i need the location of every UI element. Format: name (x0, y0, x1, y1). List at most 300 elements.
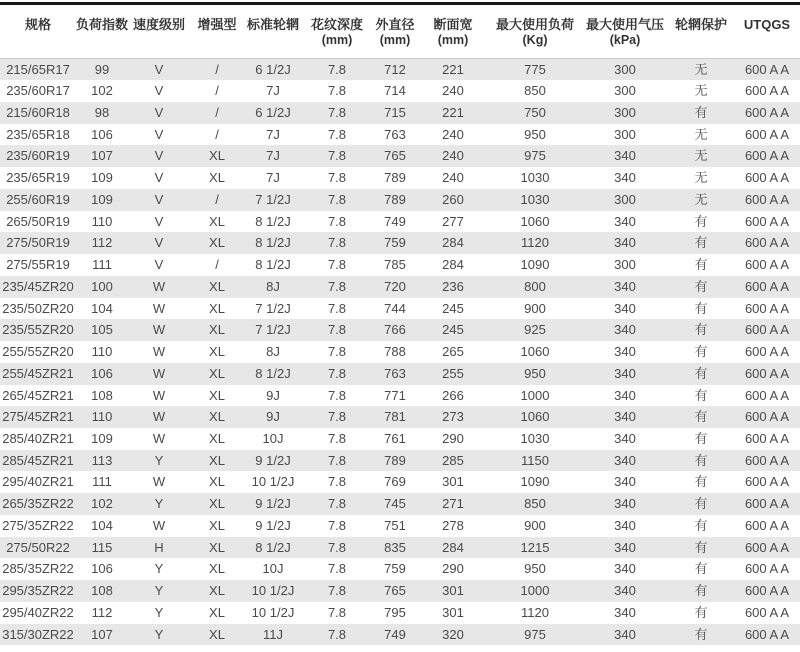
table-row (0, 493, 800, 515)
table-row (0, 189, 800, 211)
cell-utqgs: 600 A A (744, 170, 790, 186)
cell-rim-protection: 无 (694, 191, 708, 207)
cell-max-load: 950 (524, 561, 546, 577)
cell-section-width: 245 (442, 300, 464, 316)
table-row (0, 580, 800, 602)
cell-utqgs: 600 A A (744, 322, 790, 338)
cell-utqgs: 600 A A (744, 83, 790, 99)
cell-rim-protection: 有 (694, 213, 708, 229)
cell-tread-depth: 7.8 (327, 344, 347, 360)
cell-section-width: 284 (442, 539, 464, 555)
cell-outer-diameter: 715 (384, 104, 406, 120)
cell-load-index: 98 (94, 104, 110, 120)
cell-standard-rim: 11J (263, 626, 283, 642)
cell-rim-protection: 有 (694, 257, 708, 273)
cell-outer-diameter: 761 (384, 430, 406, 446)
cell-speed-rating: V (154, 104, 164, 120)
table-row (0, 428, 800, 450)
cell-spec: 255/55ZR20 (2, 344, 74, 360)
cell-outer-diameter: 751 (384, 517, 406, 533)
cell-speed-rating: W (152, 344, 166, 360)
cell-tread-depth: 7.8 (327, 148, 347, 164)
cell-max-load: 1060 (520, 409, 550, 425)
cell-spec: 275/50R22 (6, 539, 70, 555)
cell-reinforced: XL (209, 300, 225, 316)
cell-max-load: 1060 (520, 213, 550, 229)
cell-utqgs: 600 A A (744, 235, 790, 251)
cell-section-width: 221 (442, 104, 464, 120)
cell-section-width: 265 (442, 344, 464, 360)
column-header-label: 断面宽 (433, 17, 473, 32)
column-header-speed-rating (128, 5, 190, 58)
cell-reinforced: XL (209, 474, 225, 490)
column-header-unit: (mm) (379, 33, 411, 47)
cell-spec: 235/60R17 (6, 83, 70, 99)
cell-outer-diameter: 763 (384, 365, 406, 381)
cell-load-index: 115 (91, 539, 113, 555)
cell-max-pressure: 340 (614, 561, 636, 577)
column-header-unit: (mm) (321, 33, 353, 47)
cell-spec: 285/40ZR21 (2, 430, 74, 446)
column-header-max-load (488, 5, 582, 58)
cell-outer-diameter: 763 (384, 126, 406, 142)
cell-tread-depth: 7.8 (327, 583, 347, 599)
column-header-spec (0, 5, 76, 58)
table-row (0, 471, 800, 493)
cell-outer-diameter: 765 (384, 148, 406, 164)
cell-reinforced: XL (209, 539, 225, 555)
table-row (0, 450, 800, 472)
cell-spec: 285/35ZR22 (2, 561, 74, 577)
column-header-reinforced (190, 5, 244, 58)
cell-section-width: 301 (442, 474, 464, 490)
cell-utqgs: 600 A A (744, 517, 790, 533)
cell-max-load: 1150 (521, 452, 549, 468)
cell-rim-protection: 有 (694, 387, 708, 403)
cell-utqgs: 600 A A (744, 300, 790, 316)
column-header-label: 标准轮辋 (246, 17, 299, 32)
cell-section-width: 240 (442, 83, 464, 99)
cell-standard-rim: 7J (266, 126, 280, 142)
cell-spec: 275/45ZR21 (2, 409, 74, 425)
cell-spec: 265/50R19 (6, 213, 70, 229)
table-row (0, 515, 800, 537)
cell-section-width: 240 (442, 126, 464, 142)
cell-section-width: 290 (442, 561, 464, 577)
cell-rim-protection: 有 (694, 430, 708, 446)
cell-section-width: 278 (442, 517, 464, 533)
cell-rim-protection: 有 (694, 409, 708, 425)
cell-tread-depth: 7.8 (327, 387, 347, 403)
cell-speed-rating: V (154, 170, 164, 186)
cell-section-width: 221 (442, 61, 464, 77)
cell-section-width: 301 (442, 604, 464, 620)
cell-tread-depth: 7.8 (327, 517, 347, 533)
cell-reinforced: XL (209, 365, 225, 381)
cell-reinforced: XL (209, 344, 225, 360)
cell-reinforced: XL (209, 626, 225, 642)
cell-standard-rim: 10J (262, 561, 284, 577)
cell-load-index: 102 (91, 496, 113, 512)
cell-rim-protection: 无 (694, 83, 708, 99)
cell-speed-rating: V (154, 257, 164, 273)
column-header-label: UTQGS (743, 17, 791, 32)
cell-rim-protection: 有 (694, 300, 708, 316)
cell-max-load: 1030 (520, 170, 550, 186)
cell-tread-depth: 7.8 (327, 278, 347, 294)
cell-spec: 215/60R18 (6, 104, 70, 120)
table-row (0, 145, 800, 167)
cell-rim-protection: 无 (694, 126, 708, 142)
cell-load-index: 99 (94, 61, 110, 77)
cell-outer-diameter: 712 (384, 61, 406, 77)
cell-load-index: 104 (91, 300, 113, 316)
cell-max-load: 800 (524, 278, 546, 294)
cell-speed-rating: Y (154, 583, 164, 599)
cell-spec: 265/45ZR21 (2, 387, 74, 403)
column-header-label: 速度级别 (132, 17, 185, 32)
cell-speed-rating: V (154, 126, 164, 142)
cell-utqgs: 600 A A (744, 344, 790, 360)
table-row (0, 58, 800, 80)
cell-reinforced: / (215, 104, 219, 120)
cell-standard-rim: 8J (266, 278, 280, 294)
cell-speed-rating: V (154, 213, 164, 229)
cell-rim-protection: 有 (694, 365, 708, 381)
cell-rim-protection: 有 (694, 474, 708, 490)
cell-outer-diameter: 749 (384, 213, 406, 229)
cell-max-load: 1030 (520, 430, 550, 446)
column-header-unit: (kPa) (609, 33, 641, 47)
cell-load-index: 106 (91, 126, 113, 142)
cell-utqgs: 600 A A (744, 365, 790, 381)
cell-outer-diameter: 766 (384, 322, 406, 338)
cell-load-index: 108 (91, 583, 113, 599)
cell-section-width: 284 (442, 257, 464, 273)
cell-max-pressure: 340 (614, 539, 636, 555)
cell-load-index: 104 (91, 517, 113, 533)
cell-tread-depth: 7.8 (327, 61, 347, 77)
cell-rim-protection: 有 (694, 452, 708, 468)
cell-max-load: 900 (524, 517, 546, 533)
cell-reinforced: / (215, 126, 219, 142)
cell-load-index: 112 (91, 235, 113, 251)
cell-max-pressure: 340 (614, 409, 636, 425)
cell-load-index: 110 (91, 409, 113, 425)
cell-utqgs: 600 A A (744, 604, 790, 620)
cell-speed-rating: Y (154, 561, 164, 577)
cell-utqgs: 600 A A (744, 561, 790, 577)
cell-load-index: 111 (92, 257, 112, 273)
cell-max-load: 1060 (520, 344, 550, 360)
cell-outer-diameter: 771 (384, 387, 406, 403)
cell-reinforced: / (215, 191, 219, 207)
cell-max-load: 1000 (520, 583, 550, 599)
cell-spec: 295/40ZR21 (2, 474, 74, 490)
cell-max-load: 1120 (521, 235, 549, 251)
cell-max-pressure: 340 (614, 235, 636, 251)
cell-max-pressure: 340 (614, 387, 636, 403)
cell-utqgs: 600 A A (744, 539, 790, 555)
cell-max-pressure: 340 (614, 626, 636, 642)
cell-max-load: 950 (524, 126, 546, 142)
cell-standard-rim: 8 1/2J (255, 213, 291, 229)
cell-outer-diameter: 789 (384, 191, 406, 207)
cell-load-index: 106 (91, 365, 113, 381)
cell-utqgs: 600 A A (744, 387, 790, 403)
cell-standard-rim: 9 1/2J (255, 452, 291, 468)
cell-max-pressure: 340 (614, 278, 636, 294)
cell-max-load: 1000 (520, 387, 550, 403)
cell-outer-diameter: 795 (384, 604, 406, 620)
column-header-max-pressure (582, 5, 668, 58)
cell-max-load: 1120 (521, 604, 549, 620)
cell-section-width: 260 (442, 191, 464, 207)
cell-standard-rim: 8 1/2J (255, 365, 291, 381)
cell-utqgs: 600 A A (744, 213, 790, 229)
cell-max-pressure: 340 (614, 322, 636, 338)
cell-standard-rim: 9J (266, 409, 280, 425)
column-header-standard-rim (244, 5, 302, 58)
cell-outer-diameter: 789 (384, 452, 406, 468)
cell-speed-rating: H (154, 539, 164, 555)
cell-max-load: 900 (524, 300, 546, 316)
cell-max-pressure: 300 (614, 83, 636, 99)
cell-speed-rating: V (154, 61, 164, 77)
column-header-label: 花纹深度 (310, 17, 363, 32)
cell-standard-rim: 7 1/2J (255, 322, 291, 338)
cell-tread-depth: 7.8 (327, 452, 347, 468)
cell-max-pressure: 300 (614, 104, 636, 120)
cell-section-width: 284 (442, 235, 464, 251)
cell-speed-rating: W (152, 278, 166, 294)
cell-tread-depth: 7.8 (327, 191, 347, 207)
cell-rim-protection: 无 (694, 61, 708, 77)
cell-utqgs: 600 A A (744, 278, 790, 294)
cell-standard-rim: 10 1/2J (251, 474, 295, 490)
cell-utqgs: 600 A A (744, 430, 790, 446)
cell-speed-rating: V (154, 235, 164, 251)
cell-reinforced: XL (209, 235, 225, 251)
cell-load-index: 108 (91, 387, 113, 403)
cell-tread-depth: 7.8 (327, 496, 347, 512)
cell-max-load: 850 (524, 496, 546, 512)
table-row (0, 406, 800, 428)
cell-max-pressure: 340 (614, 344, 636, 360)
table-row (0, 167, 800, 189)
cell-outer-diameter: 788 (384, 344, 406, 360)
cell-standard-rim: 6 1/2J (255, 104, 291, 120)
cell-tread-depth: 7.8 (327, 561, 347, 577)
cell-utqgs: 600 A A (744, 409, 790, 425)
cell-standard-rim: 8J (266, 344, 280, 360)
cell-tread-depth: 7.8 (327, 474, 347, 490)
cell-utqgs: 600 A A (744, 496, 790, 512)
cell-section-width: 271 (442, 496, 464, 512)
cell-spec: 235/65R18 (6, 126, 70, 142)
cell-spec: 295/35ZR22 (2, 583, 74, 599)
cell-spec: 235/50ZR20 (2, 300, 74, 316)
cell-spec: 275/35ZR22 (2, 517, 74, 533)
cell-section-width: 266 (442, 387, 464, 403)
cell-standard-rim: 7J (266, 83, 280, 99)
cell-spec: 275/50R19 (6, 235, 70, 251)
cell-reinforced: XL (209, 213, 225, 229)
cell-load-index: 109 (91, 430, 113, 446)
cell-max-pressure: 340 (614, 474, 636, 490)
cell-max-load: 850 (524, 83, 546, 99)
header-row (0, 5, 800, 58)
cell-speed-rating: Y (154, 496, 164, 512)
cell-reinforced: / (215, 257, 219, 273)
cell-outer-diameter: 745 (384, 496, 406, 512)
cell-max-pressure: 300 (614, 61, 636, 77)
cell-outer-diameter: 781 (384, 409, 406, 425)
cell-speed-rating: Y (154, 626, 164, 642)
cell-tread-depth: 7.8 (327, 104, 347, 120)
cell-load-index: 111 (92, 474, 112, 490)
cell-standard-rim: 6 1/2J (255, 61, 291, 77)
cell-spec: 215/65R17 (6, 61, 70, 77)
table-row (0, 319, 800, 341)
cell-reinforced: XL (209, 387, 225, 403)
cell-standard-rim: 7 1/2J (255, 191, 291, 207)
column-header-tread-depth (302, 5, 372, 58)
cell-reinforced: XL (209, 409, 225, 425)
cell-max-pressure: 340 (614, 365, 636, 381)
cell-rim-protection: 有 (694, 322, 708, 338)
cell-rim-protection: 有 (694, 626, 708, 642)
cell-rim-protection: 有 (694, 604, 708, 620)
cell-max-pressure: 340 (614, 496, 636, 512)
cell-load-index: 107 (91, 626, 113, 642)
cell-section-width: 245 (442, 322, 464, 338)
cell-standard-rim: 9J (266, 387, 280, 403)
cell-speed-rating: V (154, 191, 164, 207)
cell-max-load: 1215 (520, 539, 550, 555)
column-header-load-index (76, 5, 128, 58)
cell-outer-diameter: 769 (384, 474, 406, 490)
cell-speed-rating: W (152, 474, 166, 490)
cell-max-pressure: 340 (614, 213, 636, 229)
column-header-label: 规格 (24, 17, 51, 32)
cell-tread-depth: 7.8 (327, 322, 347, 338)
cell-reinforced: / (215, 83, 219, 99)
cell-outer-diameter: 789 (384, 170, 406, 186)
cell-load-index: 109 (91, 191, 113, 207)
cell-max-pressure: 340 (614, 148, 636, 164)
column-header-section-width (418, 5, 488, 58)
cell-utqgs: 600 A A (744, 191, 790, 207)
cell-max-load: 975 (524, 626, 546, 642)
cell-section-width: 236 (442, 278, 464, 294)
cell-load-index: 107 (91, 148, 113, 164)
cell-tread-depth: 7.8 (327, 626, 347, 642)
cell-speed-rating: W (152, 387, 166, 403)
cell-load-index: 113 (91, 452, 113, 468)
cell-spec: 235/55ZR20 (2, 322, 74, 338)
cell-outer-diameter: 759 (384, 561, 406, 577)
cell-max-load: 950 (524, 365, 546, 381)
cell-rim-protection: 有 (694, 561, 708, 577)
column-header-label: 轮辋保护 (674, 17, 727, 32)
cell-rim-protection: 有 (694, 104, 708, 120)
cell-max-pressure: 340 (614, 430, 636, 446)
table-row (0, 232, 800, 254)
cell-max-pressure: 340 (614, 170, 636, 186)
cell-speed-rating: Y (154, 452, 164, 468)
cell-max-load: 1090 (520, 474, 550, 490)
cell-spec: 235/60R19 (6, 148, 70, 164)
cell-reinforced: XL (209, 322, 225, 338)
cell-section-width: 285 (442, 452, 464, 468)
cell-max-load: 775 (524, 61, 546, 77)
column-header-utqgs (734, 5, 800, 58)
cell-reinforced: / (215, 61, 219, 77)
cell-load-index: 105 (91, 322, 113, 338)
cell-rim-protection: 无 (694, 148, 708, 164)
cell-max-load: 1030 (520, 191, 550, 207)
cell-section-width: 301 (442, 583, 464, 599)
cell-standard-rim: 7J (266, 148, 280, 164)
table-row (0, 558, 800, 580)
cell-utqgs: 600 A A (744, 474, 790, 490)
table-row (0, 298, 800, 320)
cell-section-width: 273 (442, 409, 464, 425)
cell-load-index: 100 (91, 278, 113, 294)
cell-speed-rating: Y (154, 604, 164, 620)
cell-max-pressure: 300 (614, 257, 636, 273)
table-row (0, 276, 800, 298)
column-header-label: 最大使用负荷 (495, 17, 574, 32)
cell-tread-depth: 7.8 (327, 409, 347, 425)
table-row (0, 624, 800, 646)
table-row (0, 211, 800, 233)
cell-spec: 265/35ZR22 (2, 496, 74, 512)
cell-tread-depth: 7.8 (327, 430, 347, 446)
cell-rim-protection: 有 (694, 278, 708, 294)
cell-speed-rating: W (152, 365, 166, 381)
cell-max-pressure: 300 (614, 191, 636, 207)
cell-tread-depth: 7.8 (327, 83, 347, 99)
cell-rim-protection: 有 (694, 583, 708, 599)
table-row (0, 102, 800, 124)
table-row (0, 80, 800, 102)
cell-spec: 255/60R19 (6, 191, 70, 207)
cell-section-width: 290 (442, 430, 464, 446)
cell-speed-rating: W (152, 322, 166, 338)
cell-utqgs: 600 A A (744, 148, 790, 164)
cell-utqgs: 600 A A (744, 583, 790, 599)
cell-standard-rim: 10 1/2J (251, 604, 295, 620)
cell-spec: 235/65R19 (6, 170, 70, 186)
cell-load-index: 110 (91, 344, 113, 360)
cell-outer-diameter: 835 (384, 539, 406, 555)
cell-outer-diameter: 759 (384, 235, 406, 251)
cell-standard-rim: 7J (266, 170, 280, 186)
table-row (0, 341, 800, 363)
cell-reinforced: XL (209, 452, 225, 468)
cell-utqgs: 600 A A (744, 104, 790, 120)
cell-utqgs: 600 A A (744, 452, 790, 468)
cell-spec: 235/45ZR20 (2, 278, 74, 294)
cell-rim-protection: 有 (694, 496, 708, 512)
cell-speed-rating: V (154, 148, 164, 164)
cell-reinforced: XL (209, 430, 225, 446)
cell-reinforced: XL (209, 170, 225, 186)
cell-tread-depth: 7.8 (327, 365, 347, 381)
cell-load-index: 112 (91, 604, 113, 620)
